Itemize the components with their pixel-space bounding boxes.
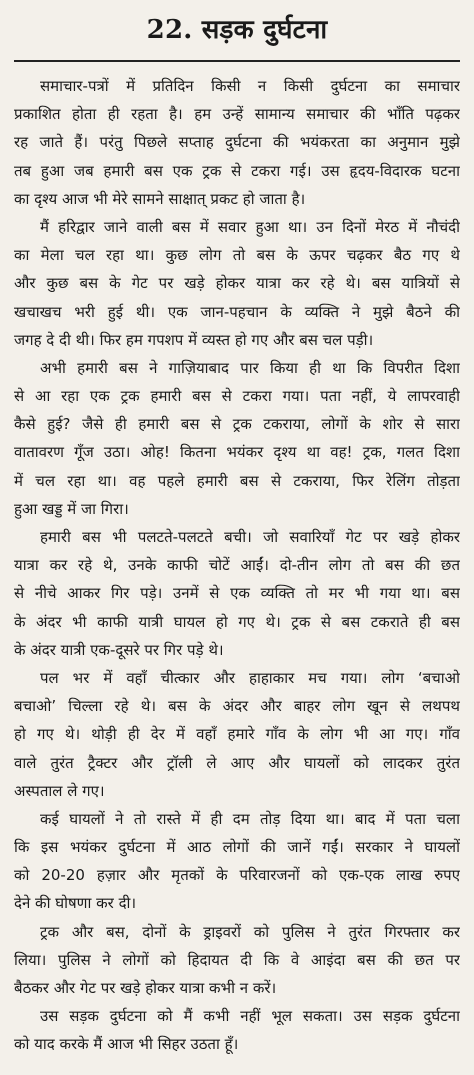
paragraph-line: समाचार-पत्रों में प्रतिदिन किसी न किसी दुर्घटना का समाचार [40,77,460,95]
paragraph-line: में चल रहा था। वह पहले हमारी बस से टकराया, फिर रेलिंग तोड़ता [14,471,460,490]
paragraph-line: का मेला चल रहा था। कुछ लोग तो बस के ऊपर चढ़कर बैठ गए थे [14,246,460,265]
paragraph-line: हुआ खड्ड में जा गिरा। [14,499,129,518]
paragraph-line: हमारी बस भी पलटते-पलटते बची। जो सवारियाँ गेट पर खड़े होकर [40,528,460,546]
essay-title: 22. सड़क दुर्घटना [146,15,328,45]
essay-paragraph-5 [14,664,460,805]
paragraph-line: मैं हरिद्वार जाने वाली बस में सवार हुआ था। उन दिनों मेरठ में नौचंदी [40,217,460,236]
paragraph-line: बचाओ’ चिल्ला रहे थे। बस के अंदर और बाहर लोग खून से लथपथ [14,697,460,716]
paragraph-line: से आ रहा एक ट्रक हमारी बस से टकरा गया। पता नहीं, ये लापरवाही [14,387,460,406]
essay-paragraph-7 [14,918,460,1003]
paragraph-line: कई घायलों ने तो रास्ते में ही दम तोड़ दिया था। बाद में पता चला [40,809,460,828]
essay-paragraph-3 [14,354,460,523]
essay-body [14,72,460,1059]
essay-paragraph-4 [14,523,460,664]
paragraph-line: के अंदर यात्री एक-दूसरे पर गिर पड़े थे। [14,640,224,659]
paragraph-line: लिया। पुलिस ने लोगों को हिदायत दी कि वे आइंदा बस की छत पर [14,950,460,969]
essay-paragraph-6 [14,805,460,918]
paragraph-line: वातावरण गूँज उठा। ओह! कितना भयंकर दृश्य था वह! ट्रक, गलत दिशा [14,443,460,462]
paragraph-line: वाले तुरंत ट्रैक्टर और ट्रॉली ले आए और घायलों को लादकर तुरंत [14,753,460,772]
paragraph-line: यात्रा कर रहे थे, उनके काफी चोटें आईं। दो-तीन लोग तो बस की छत [14,556,460,575]
paragraph-line: उस सड़क दुर्घटना को मैं कभी नहीं भूल सकता। उस सड़क दुर्घटना [40,1007,460,1026]
paragraph-line: जगह दे दी थी। फिर हम गपशप में व्यस्त हो गए और बस चल पड़ी। [14,330,374,349]
paragraph-line: पल भर में वहाँ चीत्कार और हाहाकार मच गया। लोग ‘बचाओ [40,668,460,687]
essay-paragraph-2 [14,213,460,354]
paragraph-line: रह जाते हैं। परंतु पिछले सप्ताह दुर्घटना की भयंकरता का अनुमान मुझे [14,133,460,152]
paragraph-line: को याद करके मैं आज भी सिहर उठता हूँ। [14,1035,239,1054]
paragraph-line: बैठकर और गेट पर खड़े होकर यात्रा कभी न करें। [14,979,277,997]
paragraph-line: से नीचे आकर गिर पड़े। उनमें से एक व्यक्ति तो मर भी गया था। बस [14,584,460,603]
title-underline [14,60,460,62]
paragraph-line: कैसे हुई? जैसे ही हमारी बस से ट्रक टकराया, लोगों के शोर से सारा [14,415,460,434]
paragraph-line: अभी हमारी बस ने गाज़ियाबाद पार किया ही था कि विपरीत दिशा [40,358,460,377]
paragraph-line: ट्रक और बस, दोनों के ड्राइवरों को पुलिस ने तुरंत गिरफ्तार कर [40,922,460,941]
essay-paragraph-1 [14,72,460,213]
paragraph-line: अस्पताल ले गए। [14,781,105,800]
paragraph-line: को 20-20 हज़ार और मृतकों के परिवारजनों को एक-एक लाख रुपए [14,866,460,885]
paragraph-line: तब हुआ जब हमारी बस एक ट्रक से टकरा गई। उस हृदय-विदारक घटना [14,161,460,180]
paragraph-line: हो गए थे। थोड़ी ही देर में वहाँ हमारे गाँव के लोग भी आ गए। गाँव [14,725,460,744]
paragraph-line: और कुछ बस के गेट पर खड़े होकर यात्रा कर रहे थे। बस यात्रियों से [14,274,460,293]
essay-paragraph-8 [14,1002,460,1058]
paragraph-line: के अंदर भी काफी यात्री घायल हो गए थे। ट्रक से बस टकराते ही बस [14,612,460,631]
paragraph-line: कि इस भयंकर दुर्घटना में आठ लोगों की जानें गईं। सरकार ने घायलों [14,838,460,857]
paragraph-line: प्रकाशित होता ही रहता है। हम उन्हें सामान्य समाचार की भाँति पढ़कर [14,105,460,124]
paragraph-line: खचाखच भरी हुई थी। एक जान-पहचान के व्यक्ति ने मुझे बैठने की [14,302,460,321]
paragraph-line: का दृश्य आज भी मेरे सामने साक्षात् प्रकट हो जाता है। [14,189,306,208]
paragraph-line: देने की घोषणा कर दी। [14,894,137,913]
